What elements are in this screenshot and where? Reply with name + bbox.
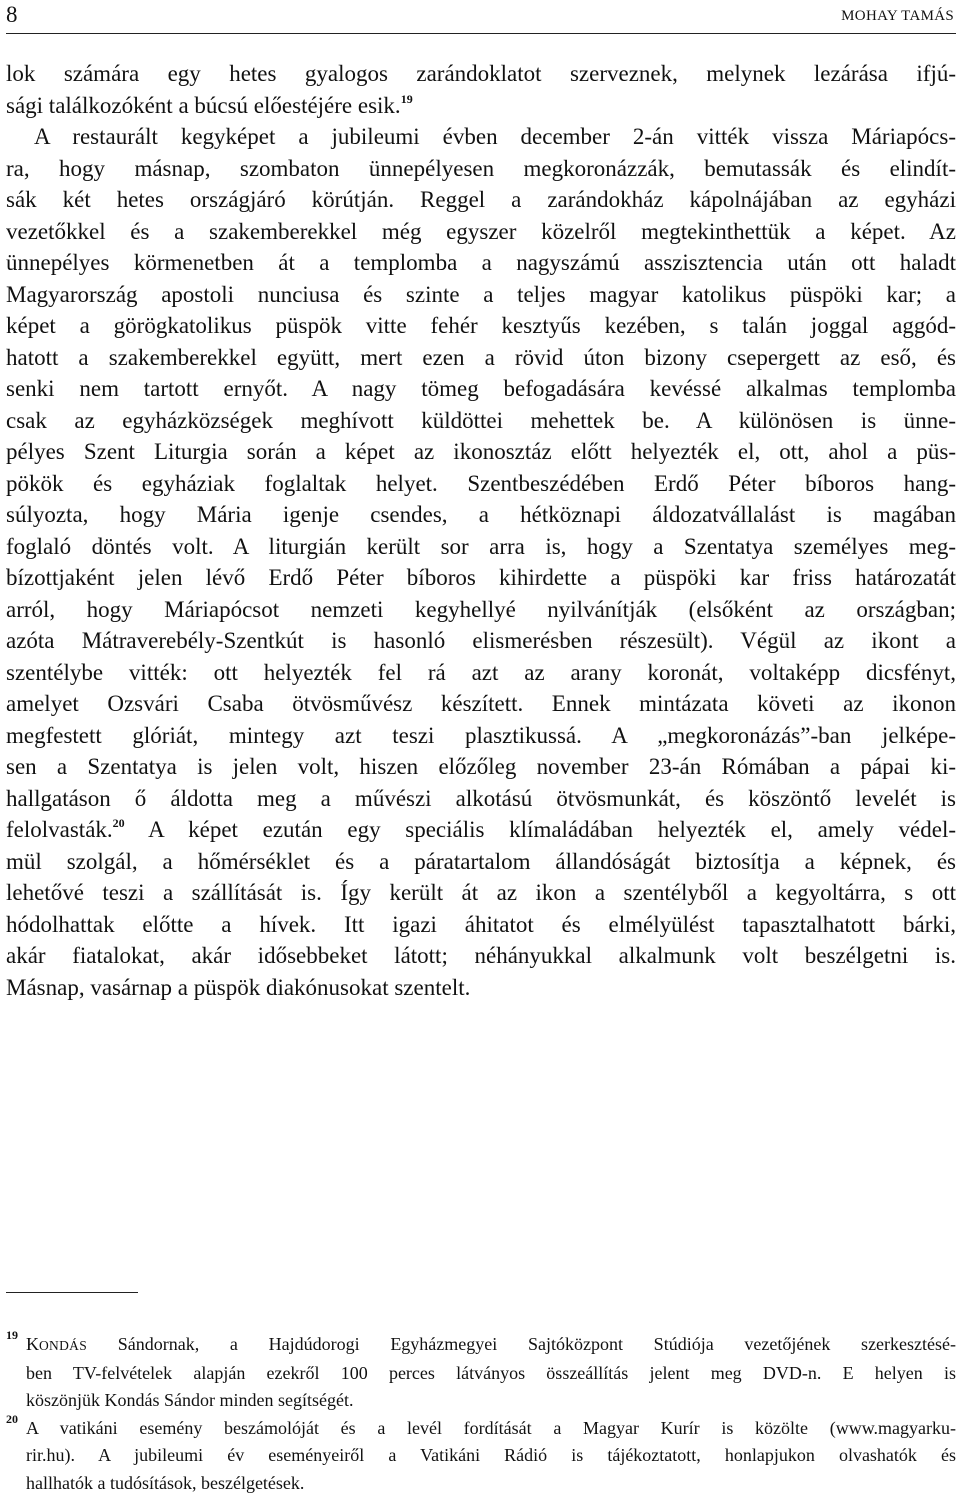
page-number: 8 — [6, 2, 18, 27]
body-line: mül szolgál, a hőmérséklet és a páratartalom állandóságát biztosítja a képnek, és — [6, 848, 956, 874]
body-line: lehetővé teszi a szállítását is. Így került át az ikon a szentélyből a kegyoltárra, s ott — [6, 880, 956, 905]
footnotes — [6, 1328, 956, 1497]
footnote-number: 19 — [6, 1328, 18, 1342]
body-line: bízottjaként jelen lévő Erdő Péter bíboros kihirdette a püspöki kar friss határozatát — [6, 565, 956, 590]
body-line: sági találkozóként a búcsú előestéjére esik.$^{19}$ — [6, 91, 413, 118]
body-line: szentélybe vitték: ott helyezték fel rá azt az arany koronát, voltaképp dicsfényt, — [6, 659, 956, 685]
footnote-separator — [6, 1292, 138, 1293]
footnote-line: hallhatók a tudósítások, beszélgetések. — [26, 1472, 305, 1493]
body-line: akár fiatalokat, akár idősebbeket látott; néhányukkal alkalmunk volt beszélgetni is. — [6, 943, 956, 968]
body-line: sák két hetes országjáró körútján. Reggel a zarándokház kápolnájában az egyházi — [6, 187, 956, 212]
body-line: A restaurált kegyképet a jubileumi évben december 2-án vitték vissza Máriapócs- — [34, 124, 956, 149]
body-line: képet a görögkatolikus püspök vitte fehér kesztyűs kezében, s talán joggal aggód- — [6, 313, 956, 338]
footnote-ref-19[interactable]: 19 — [400, 91, 413, 106]
body-line: hatott a szakemberekkel együtt, mert ezen a rövid úton bizony csepergett az eső, és — [6, 344, 956, 370]
body-text — [6, 58, 956, 1003]
footnote-20 — [6, 1411, 956, 1498]
body-line: pökök és egyháziak foglaltak helyet. Szentbeszédében Erdő Péter bíboros hang- — [6, 470, 956, 496]
body-line: vezetőkkel és a szakemberekkel még egyszer közelről megtekinthettük a képet. Az — [6, 218, 956, 244]
body-line: sen a Szentatya is jelen volt, hiszen előzőleg november 23-án Rómában a pápai ki- — [6, 754, 956, 779]
body-line: Másnap, vasárnap a püspök diakónusokat szentelt. — [6, 974, 471, 1000]
body-line: csak az egyházközségek meghívott küldöttei mehettek be. A különösen is ünne- — [6, 407, 956, 433]
page-header — [6, 0, 956, 34]
body-line: megfestett glóriát, mintegy azt teszi plasztikussá. A „megkoronázás”-ban jelképe- — [6, 722, 956, 748]
running-head: MOHAY TAMÁS — [841, 8, 954, 24]
footnote-number: 20 — [6, 1411, 18, 1426]
footnote-line: rir.hu). A jubileumi év eseményeiről a Vatikáni Rádió is tájékoztatott, honlapjukon olvashatók és — [26, 1445, 956, 1465]
footnote-line: KONDÁS Sándornak, a Hajdúdorogi Egyházmegyei Sajtóközpont Stúdiója vezetőjének szerkesztésé- — [26, 1334, 956, 1354]
body-line: hallgatáson ő áldotta meg a művészi alkotású ötvösmunkát, és köszöntő levelét is — [6, 785, 956, 811]
body-line: lok számára egy hetes gyalogos zarándoklatot szerveznek, melynek lezárása ifjú- — [6, 61, 956, 86]
body-line: arról, hogy Máriapócsot nemzeti kegyhellyé nyilvánítják (elsőként az országban; — [6, 596, 956, 622]
body-line: Magyarország apostoli nunciusa és szinte a teljes magyar katolikus püspöki kar; a — [6, 281, 956, 307]
footnote-line: köszönjük Kondás Sándor minden segítségét. — [26, 1390, 354, 1410]
body-line: senki nem tartott ernyőt. A nagy tömeg befogadására kevéssé alkalmas templomba — [6, 376, 956, 401]
body-line: ra, hogy másnap, szombaton ünnepélyesen megkoronázzák, bemutassák és elindít- — [6, 155, 956, 181]
body-line: foglaló döntés volt. A liturgián került sor arra is, hogy a Szentatya személyes meg- — [6, 533, 956, 559]
footnote-line: A vatikáni esemény beszámolóját és a levél fordítását a Magyar Kurír is közölte (www.magyarku- — [26, 1417, 956, 1438]
body-line: súlyozta, hogy Mária igenje csendes, a hétköznapi áldozatvállalást is magában — [6, 502, 956, 527]
body-line: amelyet Ozsvári Csaba ötvösművész készített. Ennek mintázata követi az ikonon — [6, 691, 956, 716]
body-line: azóta Mátraverebély-Szentkút is hasonló elismerésben részesült). Végül az ikont a — [6, 628, 956, 653]
body-line: ünnepélyes körmenetben át a templomba a nagyszámú asszisztencia után ott haladt — [6, 250, 956, 275]
body-line: hódolhattak előtte a hívek. Itt igazi áhitatot és elmélyülést tapasztalhatott bárki, — [6, 911, 956, 937]
body-line: pélyes Szent Liturgia során a képet az ikonosztáz előtt helyezték el, ott, ahol a püs- — [6, 439, 956, 464]
footnote-line: ben TV-felvételek alapján ezekről 100 perces látványos összeállítás jelent meg DVD-n. E helyen is — [26, 1362, 956, 1383]
footnote-19 — [6, 1328, 956, 1415]
footnote-ref-20[interactable]: 20 — [112, 816, 125, 830]
body-line: felolvasták.$^{20}$ A képet ezután egy speciális klímaládában helyezték el, amely védel- — [6, 816, 956, 842]
